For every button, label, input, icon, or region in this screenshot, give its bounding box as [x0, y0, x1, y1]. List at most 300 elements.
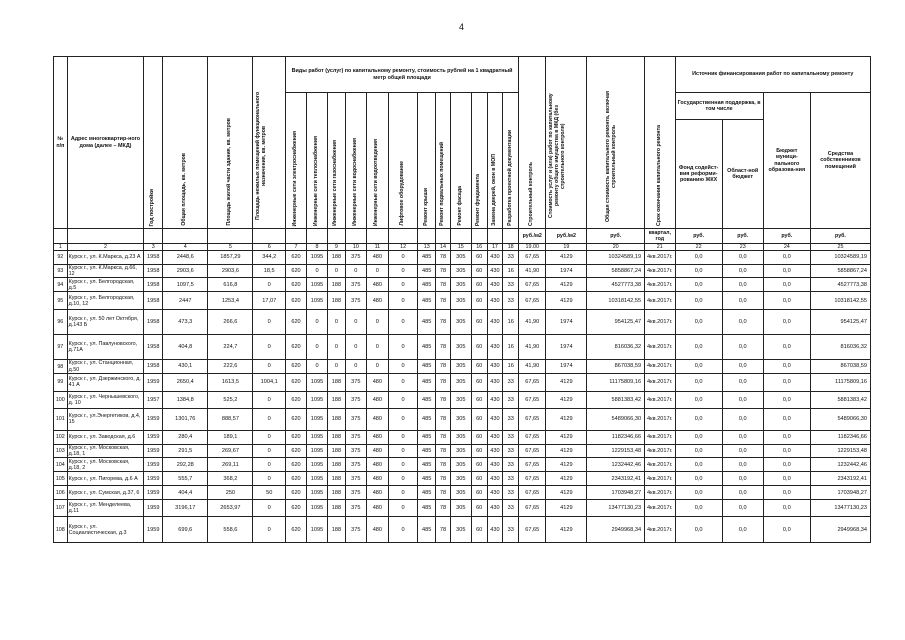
table-cell: 4129: [546, 458, 587, 472]
table-cell: 33: [503, 391, 519, 408]
table-cell: 60: [471, 265, 487, 278]
table-cell: 0: [388, 517, 417, 543]
table-cell: 4кв.2017г.: [645, 278, 675, 292]
table-cell: 485: [418, 391, 436, 408]
table-row: [54, 430, 871, 444]
table-cell: 67,65: [519, 408, 546, 430]
table-cell: 60: [471, 486, 487, 500]
table-cell: 67,65: [519, 486, 546, 500]
column-number-cell: 24: [763, 244, 810, 251]
table-cell: 78: [436, 472, 451, 486]
table-cell: 78: [436, 373, 451, 391]
table-cell: 1959: [144, 472, 163, 486]
unit-cell: руб./м2: [519, 229, 546, 244]
column-number-cell: 15: [450, 244, 471, 251]
work-header-heating: Инженерные сети теплоснабжения: [307, 93, 328, 229]
table-cell: 0,0: [675, 486, 722, 500]
table-cell: 1182346,66: [810, 430, 870, 444]
col-total-cost-header: Общая стоимость капитального ремонта, включая строительный контроль: [587, 57, 645, 229]
table-cell: 1958: [144, 251, 163, 265]
table-cell: 0: [328, 360, 346, 373]
col-year-header: Год постройки: [144, 57, 163, 229]
table-cell: 375: [345, 500, 366, 517]
table-cell: 0: [253, 391, 286, 408]
table-cell: 620: [286, 251, 307, 265]
column-numbers-row: [54, 244, 871, 251]
table-cell: 1095: [307, 500, 328, 517]
table-cell: 430: [487, 335, 503, 360]
table-cell: 485: [418, 430, 436, 444]
unit-cell: руб./м2: [546, 229, 587, 244]
table-cell: 33: [503, 458, 519, 472]
table-cell: 13477130,23: [810, 500, 870, 517]
table-cell: 1095: [307, 408, 328, 430]
table-cell: 620: [286, 265, 307, 278]
table-cell: 2949968,34: [810, 517, 870, 543]
table-cell: 430: [487, 444, 503, 457]
table-cell: 0,0: [763, 430, 810, 444]
table-cell: 67,65: [519, 500, 546, 517]
unit-cell: [163, 229, 208, 244]
unit-cell: руб.: [810, 229, 870, 244]
table-cell: 4527773,38: [810, 278, 870, 292]
table-cell: 0: [253, 517, 286, 543]
table-cell: 0: [388, 335, 417, 360]
table-cell: 0,0: [675, 292, 722, 310]
unit-cell: руб.: [722, 229, 763, 244]
table-cell: 33: [503, 430, 519, 444]
table-cell: 473,3: [163, 310, 208, 335]
table-cell: 375: [345, 486, 366, 500]
table-cell: 224,7: [208, 335, 253, 360]
table-cell: 0,0: [722, 360, 763, 373]
address-cell: Курск г., ул. Менделеева, д.11: [67, 500, 144, 517]
table-cell: 1703948,27: [810, 486, 870, 500]
table-cell: 620: [286, 517, 307, 543]
table-cell: 0,0: [763, 472, 810, 486]
table-cell: 4129: [546, 472, 587, 486]
table-cell: 485: [418, 444, 436, 457]
address-cell: Курск г., ул. К.Маркса, д.66, 12: [67, 265, 144, 278]
table-cell: 188: [328, 430, 346, 444]
works-group-header: Виды работ (услуг) по капитальному ремонту, стоимость рублей на 1 квадратный метр общей площади: [286, 57, 519, 93]
table-cell: 1959: [144, 458, 163, 472]
table-cell: 430: [487, 486, 503, 500]
table-cell: 305: [450, 391, 471, 408]
table-cell: 620: [286, 391, 307, 408]
table-cell: 1095: [307, 517, 328, 543]
unit-cell: [54, 229, 68, 244]
table-cell: 0: [328, 310, 346, 335]
column-number-cell: 17: [487, 244, 503, 251]
table-cell: 60: [471, 472, 487, 486]
table-row: [54, 472, 871, 486]
table-cell: 1974: [546, 360, 587, 373]
table-cell: 188: [328, 500, 346, 517]
table-cell: 33: [503, 517, 519, 543]
table-cell: 33: [503, 373, 519, 391]
table-cell: 0,0: [675, 408, 722, 430]
table-cell: 480: [366, 391, 388, 408]
table-cell: 0: [307, 265, 328, 278]
table-cell: 41,90: [519, 360, 546, 373]
table-cell: 4129: [546, 292, 587, 310]
unit-cell: [286, 229, 307, 244]
unit-cell: [436, 229, 451, 244]
table-cell: 78: [436, 265, 451, 278]
table-cell: 480: [366, 408, 388, 430]
table-cell: 78: [436, 408, 451, 430]
table-cell: 10324589,19: [810, 251, 870, 265]
table-cell: 1004,1: [253, 373, 286, 391]
table-cell: 95: [54, 292, 68, 310]
table-cell: 18,5: [253, 265, 286, 278]
table-cell: 60: [471, 500, 487, 517]
table-cell: 1958: [144, 278, 163, 292]
table-cell: 60: [471, 310, 487, 335]
table-cell: 60: [471, 251, 487, 265]
table-cell: 5881383,42: [587, 391, 645, 408]
table-cell: 189,1: [208, 430, 253, 444]
table-cell: 430: [487, 310, 503, 335]
table-cell: 620: [286, 373, 307, 391]
table-cell: 305: [450, 472, 471, 486]
table-cell: 305: [450, 265, 471, 278]
table-cell: 188: [328, 391, 346, 408]
table-cell: 188: [328, 458, 346, 472]
unit-cell: руб.: [763, 229, 810, 244]
table-cell: 4кв.2017г.: [645, 373, 675, 391]
table-cell: 480: [366, 486, 388, 500]
table-cell: 1959: [144, 373, 163, 391]
table-cell: 33: [503, 278, 519, 292]
table-cell: 0,0: [722, 517, 763, 543]
table-cell: 33: [503, 486, 519, 500]
table-cell: 0: [388, 373, 417, 391]
address-cell: Курск г., ул. Станционная, д.50: [67, 360, 144, 373]
column-number-cell: 23: [722, 244, 763, 251]
table-cell: 188: [328, 408, 346, 430]
table-cell: 2903,6: [208, 265, 253, 278]
table-cell: 430: [487, 472, 503, 486]
table-cell: 368,2: [208, 472, 253, 486]
table-cell: 78: [436, 251, 451, 265]
table-cell: 78: [436, 458, 451, 472]
table-cell: 0: [388, 292, 417, 310]
column-number-cell: 6: [253, 244, 286, 251]
unit-cell: [388, 229, 417, 244]
table-cell: 0: [388, 486, 417, 500]
table-cell: 11175809,16: [810, 373, 870, 391]
address-cell: Курск г., ул. Павлуновского, д.71А: [67, 335, 144, 360]
table-cell: 101: [54, 408, 68, 430]
table-cell: 480: [366, 430, 388, 444]
table-cell: 305: [450, 500, 471, 517]
address-cell: Курск г., ул. Сумская, д.37, 6: [67, 486, 144, 500]
table-cell: 33: [503, 408, 519, 430]
table-cell: 485: [418, 360, 436, 373]
table-cell: 485: [418, 251, 436, 265]
table-cell: 4129: [546, 430, 587, 444]
table-cell: 620: [286, 335, 307, 360]
table-cell: 1095: [307, 278, 328, 292]
table-cell: 620: [286, 500, 307, 517]
column-number-cell: 20: [587, 244, 645, 251]
table-cell: 4129: [546, 408, 587, 430]
table-cell: 430: [487, 500, 503, 517]
table-cell: 16: [503, 310, 519, 335]
table-cell: 620: [286, 430, 307, 444]
table-cell: 0: [388, 278, 417, 292]
table-cell: 375: [345, 458, 366, 472]
table-cell: 67,65: [519, 444, 546, 457]
table-cell: 0: [345, 335, 366, 360]
column-number-cell: 18: [503, 244, 519, 251]
table-cell: 430,1: [163, 360, 208, 373]
table-cell: 67,65: [519, 373, 546, 391]
table-cell: 0: [345, 265, 366, 278]
owners-header: Средства собственников помещений: [810, 93, 870, 229]
table-cell: 188: [328, 517, 346, 543]
table-cell: 305: [450, 310, 471, 335]
table-cell: 0,0: [675, 310, 722, 335]
table-cell: 620: [286, 486, 307, 500]
table-cell: 0,0: [675, 265, 722, 278]
table-cell: 0,0: [675, 444, 722, 457]
table-cell: 375: [345, 391, 366, 408]
table-cell: 305: [450, 458, 471, 472]
table-cell: 188: [328, 278, 346, 292]
table-cell: 620: [286, 292, 307, 310]
table-cell: 305: [450, 278, 471, 292]
table-cell: 16: [503, 335, 519, 360]
table-cell: 485: [418, 292, 436, 310]
table-cell: 0,0: [763, 292, 810, 310]
state-support-header: Государственная поддержка, в том числе: [676, 93, 763, 120]
table-cell: 0: [253, 360, 286, 373]
table-cell: 4129: [546, 444, 587, 457]
table-cell: 13477130,23: [587, 500, 645, 517]
table-cell: 375: [345, 430, 366, 444]
work-header-gas: Инженерные сети газоснабжения: [328, 93, 346, 229]
unit-cell: [144, 229, 163, 244]
table-cell: 0,0: [763, 391, 810, 408]
table-cell: 33: [503, 444, 519, 457]
table-cell: 4кв.2017г.: [645, 408, 675, 430]
table-cell: 430: [487, 430, 503, 444]
table-cell: 33: [503, 292, 519, 310]
table-cell: 1974: [546, 310, 587, 335]
table-cell: 0: [388, 444, 417, 457]
table-row: [54, 517, 871, 543]
unit-cell: [253, 229, 286, 244]
table-cell: 105: [54, 472, 68, 486]
table-body: [54, 251, 871, 543]
column-number-cell: 1: [54, 244, 68, 251]
table-cell: 0: [253, 500, 286, 517]
table-cell: 41,90: [519, 265, 546, 278]
col-living-area-header: Площадь жилой части здания, кв. метров: [208, 57, 253, 229]
table-cell: 0: [253, 430, 286, 444]
table-cell: 2447: [163, 292, 208, 310]
table-cell: 67,65: [519, 517, 546, 543]
table-cell: 375: [345, 517, 366, 543]
table-cell: 60: [471, 373, 487, 391]
table-cell: 96: [54, 310, 68, 335]
table-cell: 67,65: [519, 278, 546, 292]
column-number-cell: 25: [810, 244, 870, 251]
table-cell: 0,0: [763, 444, 810, 457]
table-cell: 0,0: [722, 278, 763, 292]
table-cell: 4кв.2017г.: [645, 430, 675, 444]
table-cell: 0: [253, 472, 286, 486]
table-cell: 78: [436, 310, 451, 335]
table-cell: 485: [418, 373, 436, 391]
table-cell: 430: [487, 373, 503, 391]
page-mark: 4: [459, 22, 465, 32]
table-cell: 78: [436, 278, 451, 292]
table-cell: 292,28: [163, 458, 208, 472]
table-cell: 0,0: [675, 335, 722, 360]
table-cell: 1384,8: [163, 391, 208, 408]
table-cell: 0: [307, 335, 328, 360]
table-row: [54, 265, 871, 278]
table-cell: 78: [436, 500, 451, 517]
table-cell: 430: [487, 292, 503, 310]
column-number-cell: 19.00: [519, 244, 546, 251]
table-cell: 98: [54, 360, 68, 373]
table-cell: 4129: [546, 278, 587, 292]
address-cell: Курск г., ул. Заводская, д.6: [67, 430, 144, 444]
unit-cell: руб.: [587, 229, 645, 244]
unit-cell: [503, 229, 519, 244]
table-cell: 4кв.2017г.: [645, 335, 675, 360]
table-cell: 33: [503, 251, 519, 265]
table-cell: 485: [418, 472, 436, 486]
table-row: [54, 444, 871, 457]
table-row: [54, 360, 871, 373]
table-cell: 620: [286, 278, 307, 292]
address-cell: Курск г., ул. К.Маркса, д.23 А: [67, 251, 144, 265]
table-cell: 485: [418, 335, 436, 360]
table-cell: 67,65: [519, 472, 546, 486]
table-row: [54, 373, 871, 391]
unit-cell: квартал, год: [645, 229, 675, 244]
table-cell: 0: [328, 265, 346, 278]
table-cell: 5489066,30: [587, 408, 645, 430]
column-number-cell: 13: [418, 244, 436, 251]
table-cell: 620: [286, 458, 307, 472]
table-cell: 4527773,38: [587, 278, 645, 292]
table-cell: 2653,97: [208, 500, 253, 517]
table-cell: 78: [436, 517, 451, 543]
table-cell: 0: [307, 360, 328, 373]
table-cell: 188: [328, 292, 346, 310]
table-cell: 0,0: [763, 251, 810, 265]
column-number-cell: 5: [208, 244, 253, 251]
table-cell: 525,2: [208, 391, 253, 408]
table-cell: 1095: [307, 373, 328, 391]
table-cell: 0,0: [763, 500, 810, 517]
table-cell: 1958: [144, 265, 163, 278]
table-cell: 620: [286, 472, 307, 486]
work-header-design-docs: Разработка проектной документации: [503, 93, 519, 229]
column-number-cell: 19: [546, 244, 587, 251]
unit-cell: [345, 229, 366, 244]
table-cell: 60: [471, 335, 487, 360]
table-cell: 269,67: [208, 444, 253, 457]
table-row: [54, 310, 871, 335]
table-cell: 2343192,41: [810, 472, 870, 486]
address-cell: Курск г., ул.Энергетиков, д.4, 15: [67, 408, 144, 430]
table-cell: 188: [328, 373, 346, 391]
work-header-water: Инженерные сети водоснабжения: [345, 93, 366, 229]
table-cell: 1095: [307, 472, 328, 486]
table-cell: 188: [328, 251, 346, 265]
address-cell: Курск г., ул. Социалистическая, д.3: [67, 517, 144, 543]
table-cell: 0: [388, 391, 417, 408]
table-cell: 0,0: [722, 373, 763, 391]
table-cell: 4кв.2017г.: [645, 486, 675, 500]
table-cell: 0,0: [763, 265, 810, 278]
table-cell: 305: [450, 360, 471, 373]
table-cell: 480: [366, 292, 388, 310]
table-cell: 2650,4: [163, 373, 208, 391]
table-cell: 0,0: [763, 360, 810, 373]
table-cell: 67,65: [519, 251, 546, 265]
col-cost-per-m2-header: Стоимость услуг и (или) работ по капитальному ремонту общего имущества в МКД (без строительного контроля): [546, 57, 587, 229]
table-cell: 0,0: [722, 335, 763, 360]
table-cell: 616,8: [208, 278, 253, 292]
table-cell: 480: [366, 444, 388, 457]
table-cell: 4кв.2017г.: [645, 458, 675, 472]
table-cell: 107: [54, 500, 68, 517]
table-cell: 0: [388, 458, 417, 472]
col-num-header: № п/п: [54, 57, 68, 229]
column-number-cell: 10: [345, 244, 366, 251]
table-cell: 0: [388, 310, 417, 335]
table-cell: 102: [54, 430, 68, 444]
table-cell: 269,11: [208, 458, 253, 472]
col-nonliving-area-header: Площадь нежилых помещений функционального назначения, кв. метров: [253, 57, 286, 229]
table-cell: 4129: [546, 251, 587, 265]
table-cell: 16: [503, 360, 519, 373]
table-cell: 0,0: [722, 292, 763, 310]
table-cell: 0,0: [675, 391, 722, 408]
table-cell: 0,0: [722, 458, 763, 472]
table-cell: 0: [388, 360, 417, 373]
table-cell: 4кв.2017г.: [645, 517, 675, 543]
table-cell: 699,6: [163, 517, 208, 543]
table-cell: 620: [286, 444, 307, 457]
table-cell: 97: [54, 335, 68, 360]
table-cell: 1857,29: [208, 251, 253, 265]
table-cell: 4кв.2017г.: [645, 500, 675, 517]
table-cell: 888,57: [208, 408, 253, 430]
unit-cell: [487, 229, 503, 244]
table-cell: 867038,59: [810, 360, 870, 373]
work-header-doors-windows: Замена дверей, окон в МОП: [487, 93, 503, 229]
table-cell: 188: [328, 486, 346, 500]
unit-cell: руб.: [675, 229, 722, 244]
table-cell: 430: [487, 251, 503, 265]
table-cell: 0,0: [763, 335, 810, 360]
work-header-elevator: Лифтовое оборудование: [388, 93, 417, 229]
table-row: [54, 391, 871, 408]
table-cell: 1232442,46: [810, 458, 870, 472]
column-number-cell: 22: [675, 244, 722, 251]
table-cell: 41,90: [519, 310, 546, 335]
